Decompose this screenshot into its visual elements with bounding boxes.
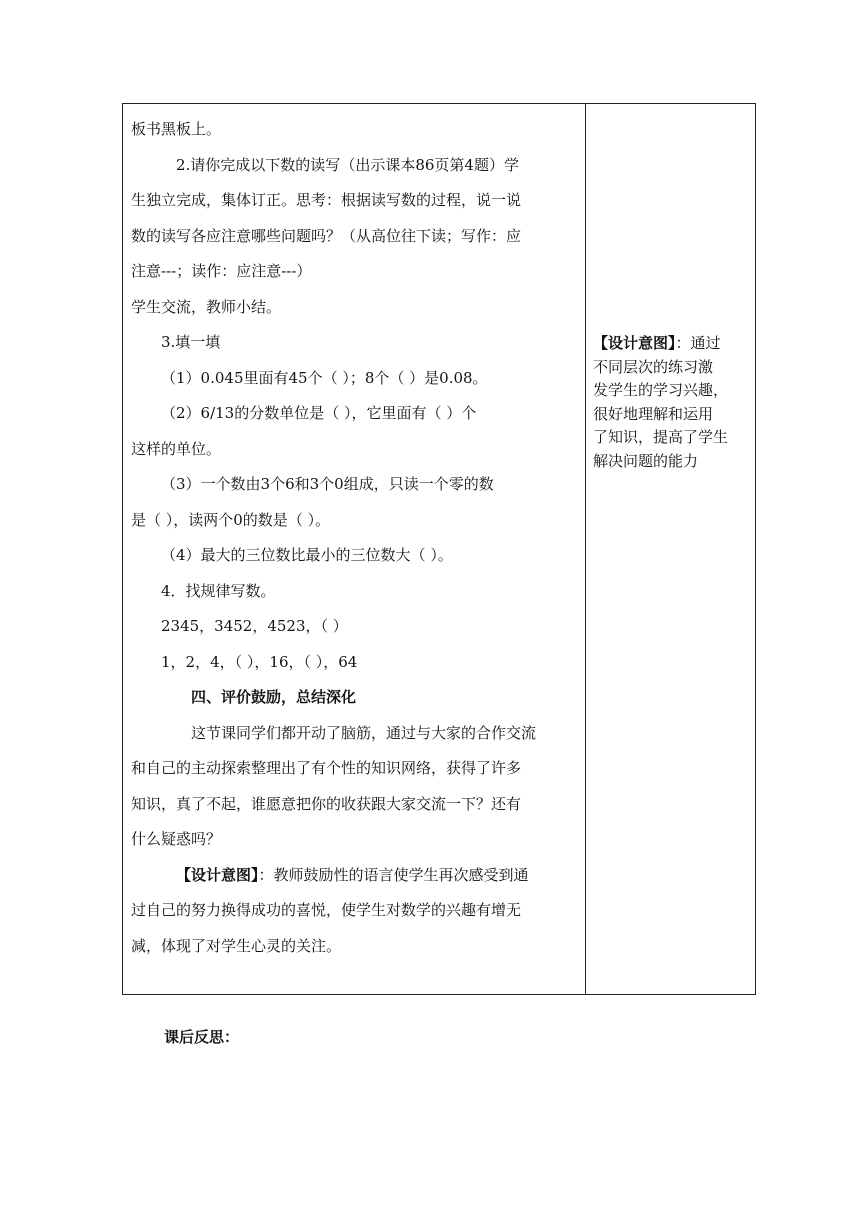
lesson-plan-table xyxy=(122,103,756,995)
note-label: 【设计意图】 xyxy=(593,334,676,352)
note-line: 了知识，提高了学生 xyxy=(593,428,729,446)
note-line: 不同层次的练习激 xyxy=(593,357,714,376)
text-line: 3.填一填 xyxy=(161,333,221,351)
text-line: （3）一个数由3个6和3个0组成，只读一个零的数 xyxy=(161,475,494,493)
text-line: 和自己的主动探索整理出了有个性的知识网络，获得了许多 xyxy=(131,759,522,777)
note-text: ：通过 xyxy=(675,334,721,352)
text-line: 板书黑板上。 xyxy=(131,120,222,138)
section-heading: 四、评价鼓励，总结深化 xyxy=(191,688,357,706)
text-line: 1，2，4，（ ），16，（ ），64 xyxy=(161,652,358,671)
text-line: （1）0.045里面有45个（ ）；8个（ ）是0.08。 xyxy=(161,368,488,387)
design-intent-text: ：教师鼓励性的语言使学生再次感受到通 xyxy=(258,865,529,884)
post-lesson-reflection-heading: 课后反思： xyxy=(164,1028,240,1046)
text-line xyxy=(131,858,579,894)
text-line: 是（ ），读两个0的数是（ ）。 xyxy=(131,510,331,529)
text-line: 数的读写各应注意哪些问题吗？（从高位往下读；写作：应 xyxy=(131,226,522,245)
note-line xyxy=(593,332,749,356)
text-line: 过自己的努力换得成功的喜悦，使学生对数学的兴趣有增无 xyxy=(131,901,522,919)
note-line: 发学生的学习兴趣， xyxy=(593,381,729,399)
text-line: 什么疑惑吗？ xyxy=(131,830,222,848)
text-line: 生独立完成，集体订正。思考：根据读写数的过程，说一说 xyxy=(131,191,522,209)
teaching-process-cell xyxy=(131,112,579,964)
design-intent-label: 【设计意图】 xyxy=(176,865,259,884)
note-line: 解决问题的能力 xyxy=(593,451,699,470)
text-line: 学生交流，教师小结。 xyxy=(131,297,282,316)
column-divider xyxy=(585,104,586,994)
text-line: 这节课同学们都开动了脑筋，通过与大家的合作交流 xyxy=(191,723,537,742)
text-line: 这样的单位。 xyxy=(131,439,222,458)
text-line: （2）6/13的分数单位是（ ），它里面有（ ）个 xyxy=(161,404,477,422)
text-line: （4）最大的三位数比最小的三位数大（ ）。 xyxy=(161,546,453,564)
text-line: 2.请你完成以下数的读写（出示课本86页第4题）学 xyxy=(176,155,519,174)
note-line: 很好地理解和运用 xyxy=(593,404,714,423)
text-line: 减，体现了对学生心灵的关注。 xyxy=(131,936,342,955)
text-line: 注意---；读作：应注意---） xyxy=(131,262,312,280)
text-line: 知识，真了不起，谁愿意把你的收获跟大家交流一下？还有 xyxy=(131,794,522,813)
text-line: 2345，3452，4523，（ ） xyxy=(161,617,348,635)
text-line: 4．找规律写数。 xyxy=(161,581,276,600)
design-note-cell xyxy=(593,332,749,473)
